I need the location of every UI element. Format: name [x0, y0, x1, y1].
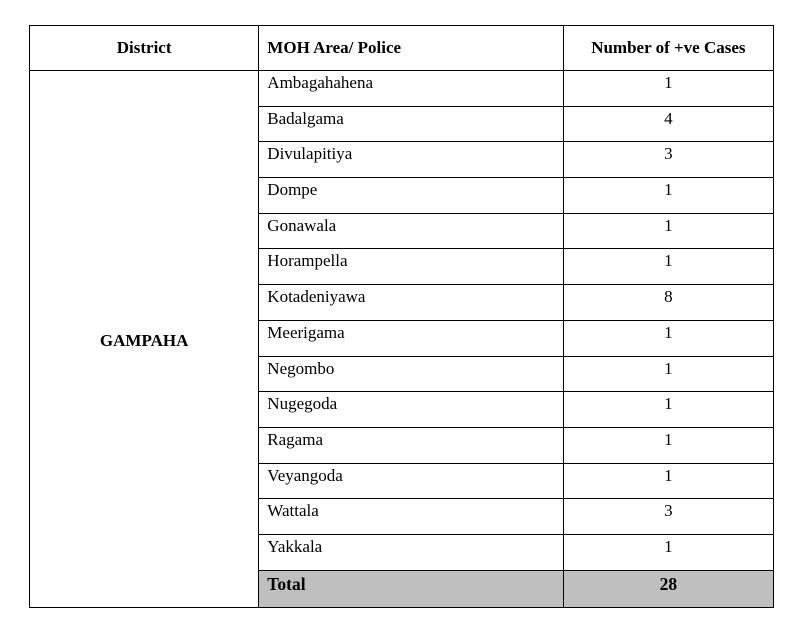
count-cell: 1: [563, 356, 773, 392]
header-moh-area: MOH Area/ Police: [259, 26, 563, 71]
area-cell: Veyangoda: [259, 463, 563, 499]
count-cell: 1: [563, 392, 773, 428]
header-row: [30, 26, 774, 71]
area-cell: Dompe: [259, 178, 563, 214]
area-cell: Yakkala: [259, 534, 563, 570]
count-cell: 1: [563, 213, 773, 249]
table-row: [30, 71, 774, 107]
total-count: 28: [563, 570, 773, 607]
area-cell: Kotadeniyawa: [259, 285, 563, 321]
cases-table: [29, 25, 774, 608]
area-cell: Horampella: [259, 249, 563, 285]
count-cell: 8: [563, 285, 773, 321]
count-cell: 1: [563, 463, 773, 499]
area-cell: Wattala: [259, 499, 563, 535]
header-case-count: Number of +ve Cases: [563, 26, 773, 71]
area-cell: Nugegoda: [259, 392, 563, 428]
count-cell: 1: [563, 178, 773, 214]
total-label: Total: [259, 570, 563, 607]
area-cell: Meerigama: [259, 320, 563, 356]
count-cell: 4: [563, 106, 773, 142]
count-cell: 1: [563, 534, 773, 570]
district-cell: [30, 71, 259, 608]
area-cell: Negombo: [259, 356, 563, 392]
count-cell: 1: [563, 320, 773, 356]
count-cell: 3: [563, 499, 773, 535]
count-cell: 1: [563, 427, 773, 463]
count-cell: 1: [563, 249, 773, 285]
area-cell: Ambagahahena: [259, 71, 563, 107]
area-cell: Ragama: [259, 427, 563, 463]
area-cell: Gonawala: [259, 213, 563, 249]
count-cell: 3: [563, 142, 773, 178]
district-name: GAMPAHA: [99, 330, 189, 350]
count-cell: 1: [563, 71, 773, 107]
area-cell: Badalgama: [259, 106, 563, 142]
header-district: District: [30, 26, 259, 71]
area-cell: Divulapitiya: [259, 142, 563, 178]
